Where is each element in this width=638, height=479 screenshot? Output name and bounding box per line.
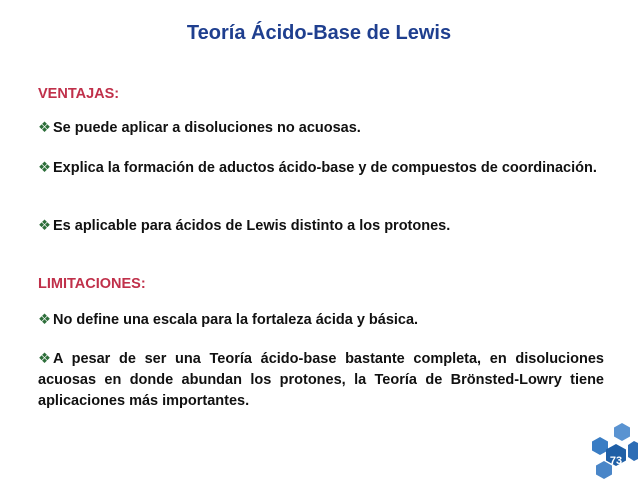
bullet-item (38, 349, 604, 412)
bullet-text: A pesar de ser una Teoría ácido-base bastante completa, en disoluciones acuosas en donde abundan los protones, la Teoría de Brönsted-Lowry tiene aplicaciones más importantes. (38, 351, 604, 409)
bullet-item (38, 158, 604, 179)
diamond-bullet-icon: ❖ (38, 120, 51, 136)
diamond-bullet-icon: ❖ (38, 218, 51, 234)
diamond-bullet-icon: ❖ (38, 312, 51, 328)
section-heading-limitaciones: LIMITACIONES: (38, 276, 146, 292)
diamond-bullet-icon: ❖ (38, 351, 51, 367)
slide-title: Teoría Ácido-Base de Lewis (186, 22, 452, 44)
bullet-item (38, 310, 604, 331)
diamond-bullet-icon: ❖ (38, 160, 51, 176)
bullet-item (38, 216, 604, 237)
hexagon-logo-icon (578, 419, 638, 479)
bullet-text: No define una escala para la fortaleza ácida y básica. (53, 312, 419, 328)
bullet-item (38, 118, 604, 139)
bullet-text: Se puede aplicar a disoluciones no acuosas. (53, 120, 361, 136)
page-number: 73 (609, 455, 623, 467)
bullet-text: Es aplicable para ácidos de Lewis distinto a los protones. (53, 218, 451, 234)
bullet-text: Explica la formación de aductos ácido-base y de compuestos de coordinación. (53, 160, 597, 176)
section-heading-ventajas: VENTAJAS: (38, 86, 120, 102)
